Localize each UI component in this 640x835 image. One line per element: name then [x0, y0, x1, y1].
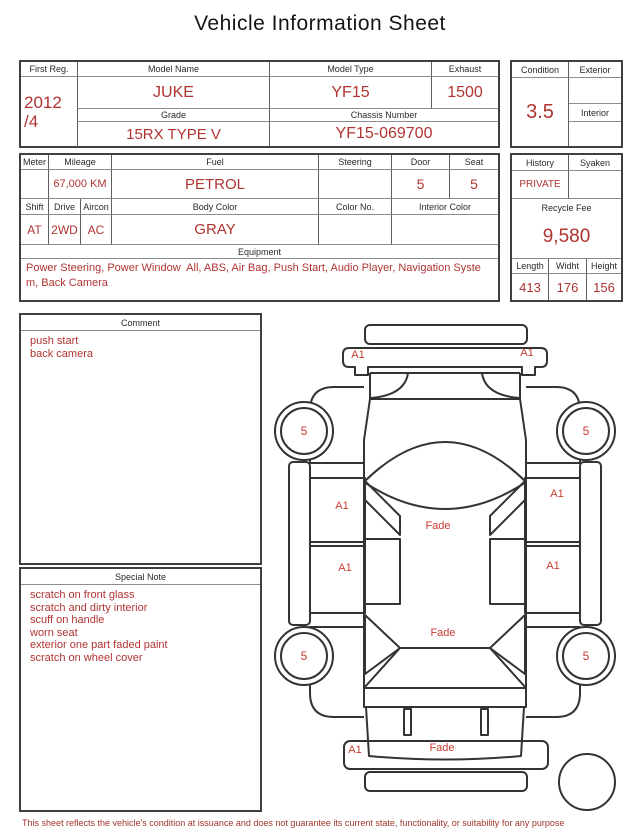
rear-bumper-strip: [365, 772, 527, 791]
drive-value: 2WD: [49, 215, 81, 245]
wiper-arc-left: [371, 373, 408, 398]
car-damage-diagram: [270, 310, 640, 835]
mark-roof-fade: Fade: [430, 627, 456, 639]
seat-value: 5: [450, 170, 498, 199]
mark-door-front-left: A1: [335, 500, 349, 512]
special-note-line: scratch and dirty interior: [30, 601, 148, 614]
meter-label: Meter: [21, 155, 49, 170]
color-no-value: [319, 215, 392, 245]
tail-light-right: [481, 709, 488, 735]
a-pillar-right: [490, 481, 525, 535]
interior-value: [569, 122, 621, 146]
seat-label: Seat: [450, 155, 498, 170]
history-value: PRIVATE: [512, 171, 569, 199]
shift-value: AT: [21, 215, 49, 245]
history-label: History: [512, 155, 569, 171]
condition-value: 3.5: [512, 78, 569, 146]
chassis-label: Chassis Number: [270, 109, 498, 122]
history-table: [510, 153, 623, 302]
mark-rear-fade: Fade: [429, 742, 455, 754]
special-note-line: scuff on handle: [30, 614, 105, 627]
height-value: 156: [593, 279, 615, 295]
wiper-arc-right: [482, 373, 519, 398]
aircon-label: Aircon: [81, 199, 112, 215]
door-rear-left: [310, 546, 365, 613]
interior-color-value: [392, 215, 498, 245]
mark-wheel-rear-right: 5: [582, 649, 590, 663]
disclaimer-text: This sheet reflects the vehicle's condition at issuance and does not guarantee its current state, functionality, or suitability for any purpose: [22, 818, 565, 828]
recycle-fee-label: Recycle Fee: [541, 202, 592, 213]
door-label: Door: [392, 155, 450, 170]
special-note-body: [21, 585, 260, 664]
mark-hood-fade: Fade: [425, 520, 451, 532]
comment-label: Comment: [21, 315, 260, 331]
special-note-line: exterior one part faded paint: [30, 639, 168, 652]
special-note-label: Special Note: [21, 569, 260, 585]
special-note-box: [19, 567, 262, 812]
chassis-value: YF15-069700: [335, 125, 433, 142]
comment-line: back camera: [30, 347, 93, 360]
special-note-line: scratch on front glass: [30, 589, 135, 601]
special-note-line: worn seat: [30, 626, 78, 639]
sill-left: [289, 462, 310, 625]
first-reg-year: 2012: [24, 93, 62, 113]
comment-body: [21, 331, 260, 360]
mark-door-front-right: A1: [550, 488, 564, 500]
mark-wheel-front-left: 5: [300, 424, 308, 438]
windshield: [364, 442, 526, 509]
mark-front-bumper-right: A1: [520, 347, 534, 359]
tail-light-left: [404, 709, 411, 735]
sill-right: [580, 462, 601, 625]
first-reg-label: First Reg.: [21, 62, 78, 77]
front-panel: [343, 348, 547, 375]
height-label: Height: [587, 259, 621, 274]
mark-door-rear-left: A1: [338, 562, 352, 574]
body-color-label: Body Color: [112, 199, 319, 215]
color-no-label: Color No.: [319, 199, 392, 215]
comment-box: [19, 313, 262, 565]
door-value: 5: [392, 170, 450, 199]
door-rear-right: [525, 546, 580, 613]
grade-label: Grade: [78, 109, 270, 122]
aircon-value: AC: [81, 215, 112, 245]
mark-front-bumper-left: A1: [351, 349, 365, 361]
steering-label: Steering: [319, 155, 392, 170]
front-bumper-strip: [365, 325, 527, 344]
mileage-label: Mileage: [49, 155, 112, 170]
c-pillar-left: [365, 615, 400, 674]
model-type-label: Model Type: [270, 62, 432, 77]
syaken-label: Syaken: [569, 155, 621, 171]
steering-value: [319, 170, 392, 199]
meter-value: [21, 170, 49, 199]
width-label: Widht: [549, 259, 587, 274]
model-name-value: JUKE: [78, 77, 270, 109]
details-table: [19, 153, 500, 302]
roof-rail-left: [365, 539, 400, 604]
condition-table: [510, 60, 623, 148]
shift-label: Shift: [21, 199, 49, 215]
interior-color-label: Interior Color: [392, 199, 498, 215]
mark-wheel-front-right: 5: [582, 424, 590, 438]
body-color-value: GRAY: [112, 215, 319, 245]
mileage-value: 67,000 KM: [49, 170, 112, 199]
special-note-line: scratch on wheel cover: [30, 651, 143, 664]
first-reg-month: /4: [24, 111, 39, 131]
a-pillar-left: [365, 481, 400, 535]
model-type-value: YF15: [270, 77, 432, 109]
exterior-label: Exterior: [569, 62, 621, 78]
drive-label: Drive: [49, 199, 81, 215]
page-title: Vehicle Information Sheet: [194, 12, 446, 35]
condition-label: Condition: [512, 62, 569, 78]
mark-rear-bumper-left: A1: [348, 744, 362, 756]
length-label: Length: [512, 259, 549, 274]
equipment-value: Power Steering, Power Window All, ABS, Air Bag, Push Start, Audio Player, Navigation System, Back Camera: [26, 262, 481, 289]
mark-wheel-rear-left: 5: [300, 649, 308, 663]
comment-line: push start: [30, 335, 79, 347]
exhaust-value: 1500: [432, 77, 498, 109]
exhaust-label: Exhaust: [432, 62, 498, 77]
model-name-label: Model Name: [78, 62, 270, 77]
rear-window: [364, 648, 526, 688]
spare-tire: [559, 754, 615, 810]
fuel-value: PETROL: [112, 170, 319, 199]
syaken-value: [569, 171, 621, 199]
recycle-fee-value: 9,580: [512, 216, 621, 259]
mark-door-rear-right: A1: [546, 560, 560, 572]
vehicle-header-table: [19, 60, 500, 148]
length-value: 413: [512, 274, 549, 300]
exterior-value: [569, 78, 621, 104]
c-pillar-right: [490, 615, 525, 674]
roof-rail-right: [490, 539, 525, 604]
equipment-label: Equipment: [21, 245, 498, 259]
fuel-label: Fuel: [112, 155, 319, 170]
grade-value: 15RX TYPE V: [78, 122, 270, 146]
width-value: 176: [549, 274, 587, 300]
cowl-lines: [370, 373, 520, 399]
first-reg-value: [21, 77, 78, 148]
interior-label: Interior: [569, 104, 621, 122]
